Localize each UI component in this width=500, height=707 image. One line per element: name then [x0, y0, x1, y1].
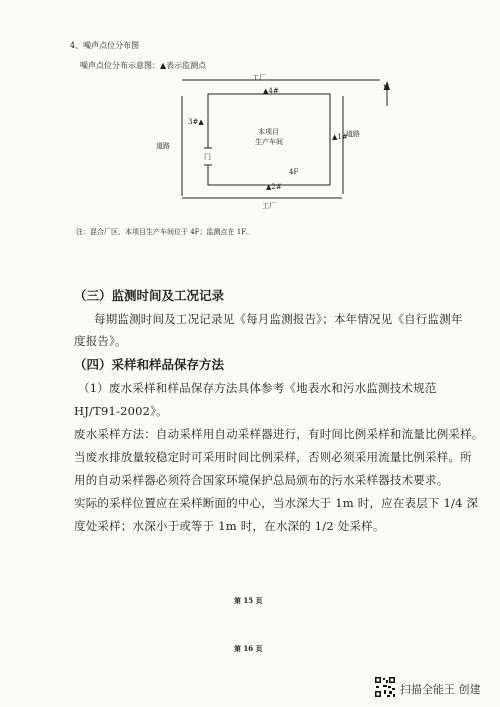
section-4-heading: （四）采样和样品保存方法: [74, 357, 225, 372]
monitoring-point-1: ▲1#: [332, 133, 348, 141]
noise-point-diagram: [0, 0, 500, 260]
monitoring-point-3: 3#▲: [188, 118, 204, 126]
factory-bottom-label: 工厂: [262, 202, 276, 210]
gate-label: 门: [204, 153, 211, 161]
para2-line3: 用的自动采样器必须符合国家环境保护总局颁布的污水采样器技术要求。: [74, 473, 449, 487]
road-left-label: 道路: [156, 142, 170, 150]
section-3-heading: （三）监测时间及工况记录: [74, 288, 225, 303]
floor-label: 4F: [289, 168, 299, 176]
para1-line2: HJ/T91-2002》。: [74, 404, 168, 418]
building-label-line1: 本项目: [258, 128, 279, 136]
para2-line2: 当废水排放量较稳定时可采用时间比例采样，否则必须采用流量比例采样。所: [74, 450, 472, 464]
north-label: N: [383, 84, 390, 92]
monitoring-point-2: ▲2#: [266, 183, 282, 191]
diagram-note: 注：混合厂区，本项目生产车间位于 4F；监测点在 1F。: [76, 228, 254, 236]
road-right-label: 道路: [346, 130, 360, 138]
para3-line2: 度处采样；水深小于或等于 1m 时，在水深的 1/2 处采样。: [74, 519, 385, 533]
para1-line1: （1）废水采样和样品保存方法具体参考《地表水和污水监测技术规范: [78, 381, 437, 395]
scanner-watermark: 扫描全能王 创建: [400, 683, 481, 696]
monitoring-point-4: ▲4#: [263, 87, 279, 95]
building-label-line2: 生产车间: [255, 138, 283, 146]
section-3-para-line2: 度报告》。: [74, 334, 127, 348]
diagram-caption: 噪声点位分布示意图：▲表示监测点: [80, 61, 207, 70]
section-3-para-line1: 每期监测时间及工况记录见《每月监测报告》；本年情况见《自行监测年: [94, 312, 463, 326]
qr-code-icon: [374, 676, 396, 698]
para2-line1: 废水采样方法：自动采样用自动采样器进行，有时间比例采样和流量比例采样。: [74, 427, 484, 441]
page-number-15: 第 15 页: [234, 596, 263, 605]
section-title-noise-map: 4、噪声点位分布图: [70, 41, 140, 50]
factory-top-label: 工厂: [252, 74, 266, 82]
para3-line1: 实际的采样位置应在采样断面的中心，当水深大于 1m 时，应在表层下 1/4 深: [74, 496, 479, 510]
page-number-16: 第 16 页: [234, 644, 263, 653]
